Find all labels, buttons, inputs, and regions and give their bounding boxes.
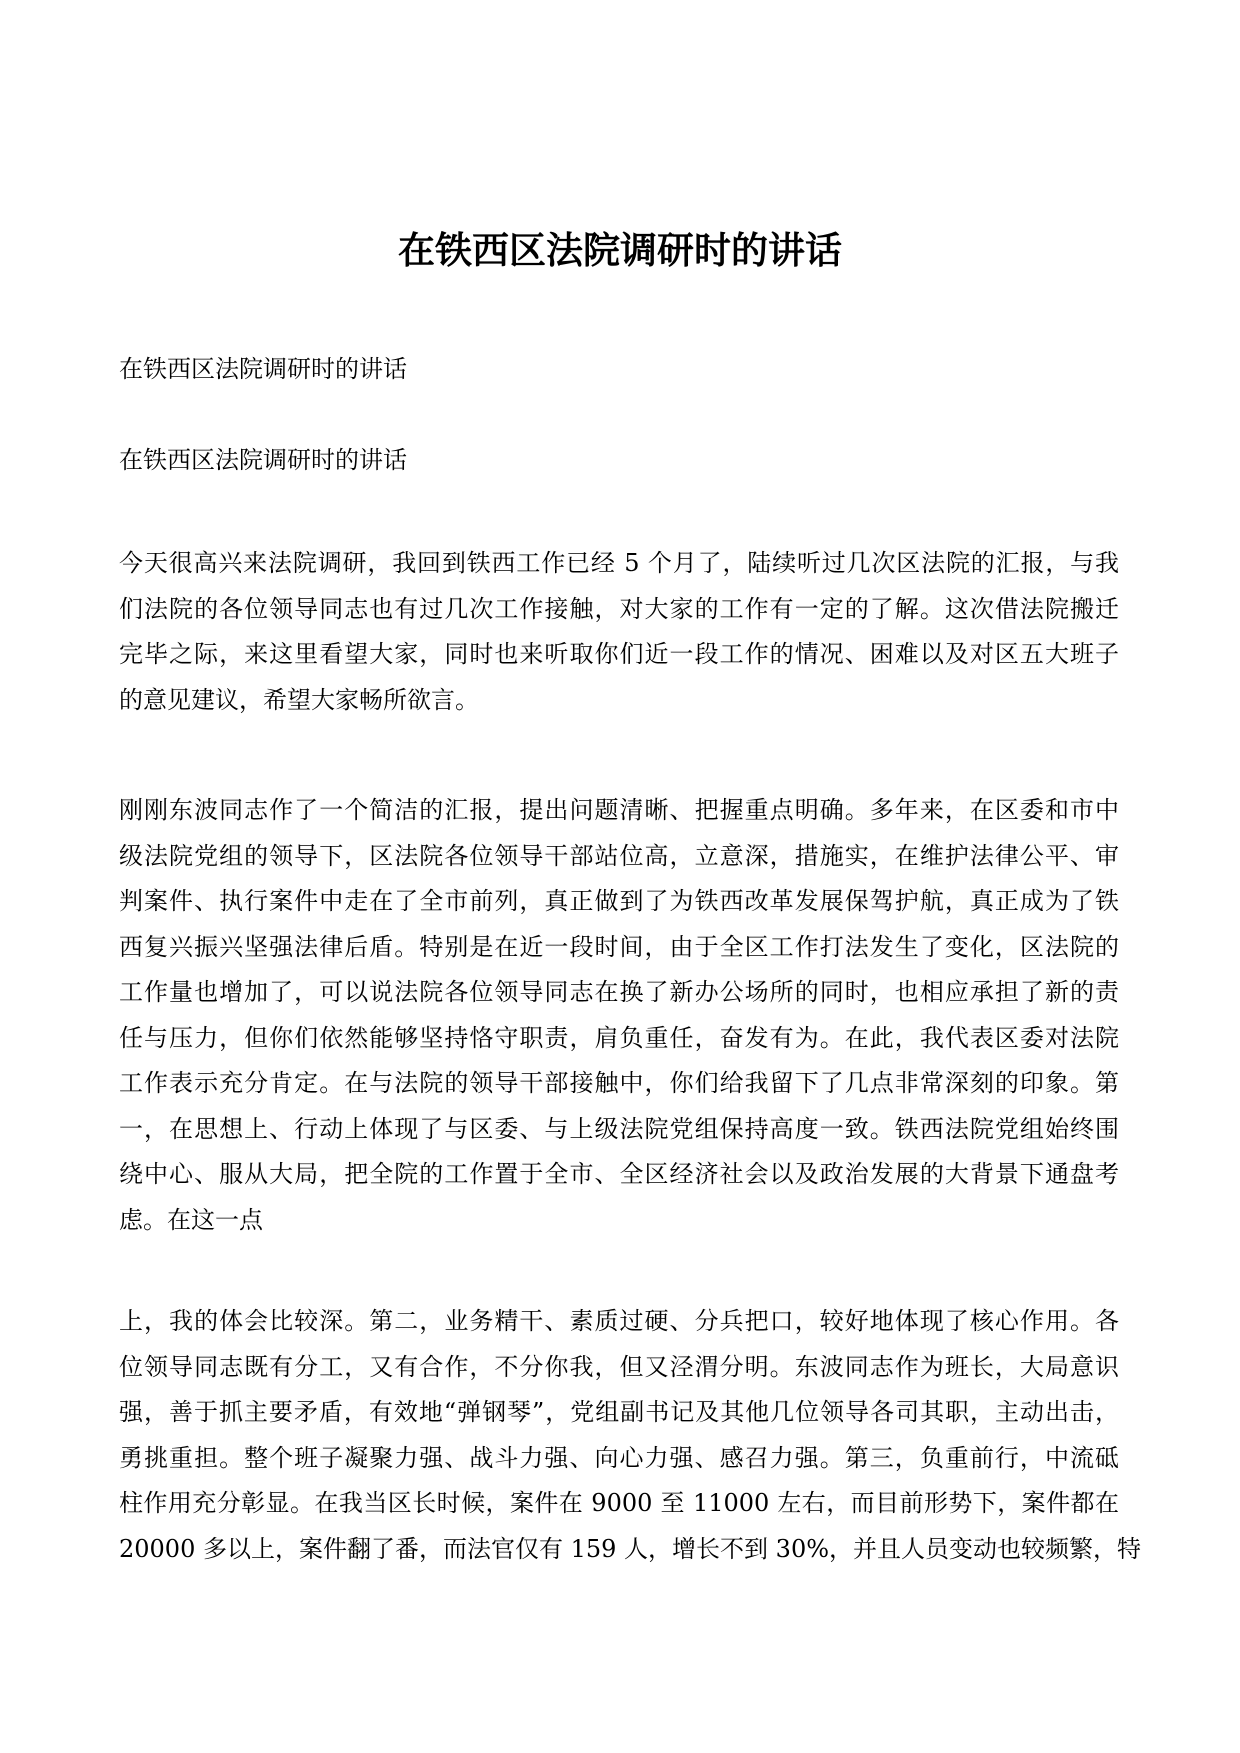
paragraph-line: 位领导同志既有分工，又有合作，不分你我，但又泾渭分明。东波同志作为班长，大局意识	[119, 1352, 1119, 1381]
paragraph-line: 西复兴振兴坚强法律后盾。特别是在近一段时间，由于全区工作打法发生了变化，区法院的	[119, 932, 1119, 961]
paragraph-3	[119, 1299, 1142, 1572]
paragraph-line: 强，善于抓主要矛盾，有效地“弹钢琴”，党组副书记及其他几位领导各司其职，主动出击，	[119, 1398, 1119, 1426]
paragraph-line: 工作表示充分肯定。在与法院的领导干部接触中，你们给我留下了几点非常深刻的印象。第	[119, 1069, 1119, 1097]
paragraph-line: 绕中心、服从大局，把全院的工作置于全市、全区经济社会以及政治发展的大背景下通盘考	[119, 1160, 1119, 1188]
paragraph-line: 工作量也增加了，可以说法院各位领导同志在换了新办公场所的同时，也相应承担了新的责	[119, 978, 1119, 1006]
paragraph-line: 判案件、执行案件中走在了全市前列，真正做到了为铁西改革发展保驾护航，真正成为了铁	[119, 887, 1119, 915]
subtitle-line-2: 在铁西区法院调研时的讲话	[119, 446, 407, 474]
paragraph-line: 级法院党组的领导下，区法院各位领导干部站位高，立意深，措施实，在维护法律公平、审	[119, 841, 1119, 870]
paragraph-line: 们法院的各位领导同志也有过几次工作接触，对大家的工作有一定的了解。这次借法院搬迁	[119, 594, 1119, 623]
paragraph-line: 完毕之际，来这里看望大家，同时也来听取你们近一段工作的情况、困难以及对区五大班子	[119, 640, 1119, 668]
paragraph-line: 的意见建议，希望大家畅所欲言。	[119, 685, 479, 714]
paragraph-line: 柱作用充分彰显。在我当区长时候，案件在 9000 至 11000 左右，而目前形势下，案件都在	[119, 1489, 1119, 1517]
paragraph-line: 任与压力，但你们依然能够坚持恪守职责，肩负重任，奋发有为。在此，我代表区委对法院	[119, 1023, 1119, 1052]
paragraph-line: 今天很高兴来法院调研，我回到铁西工作已经 5 个月了，陆续听过几次区法院的汇报，与我	[119, 549, 1119, 577]
paragraph-line: 虑。在这一点	[119, 1205, 263, 1234]
paragraph-2	[119, 788, 1119, 1243]
paragraph-line: 刚刚东波同志作了一个简洁的汇报，提出问题清晰、把握重点明确。多年来，在区委和市中	[119, 796, 1119, 824]
document-title: 在铁西区法院调研时的讲话	[398, 228, 842, 272]
paragraph-line: 勇挑重担。整个班子凝聚力强、战斗力强、向心力强、感召力强。第三，负重前行，中流砥	[119, 1443, 1119, 1472]
paragraph-1	[119, 541, 1119, 723]
paragraph-line: 一，在思想上、行动上体现了与区委、与上级法院党组保持高度一致。铁西法院党组始终围	[119, 1114, 1119, 1143]
paragraph-line: 上，我的体会比较深。第二，业务精干、素质过硬、分兵把口，较好地体现了核心作用。各	[119, 1307, 1119, 1335]
subtitle-line-1: 在铁西区法院调研时的讲话	[119, 355, 407, 383]
paragraph-line: 20000 多以上，案件翻了番，而法官仅有 159 人，增长不到 30%，并且人员变动也较频繁，特	[119, 1534, 1142, 1563]
